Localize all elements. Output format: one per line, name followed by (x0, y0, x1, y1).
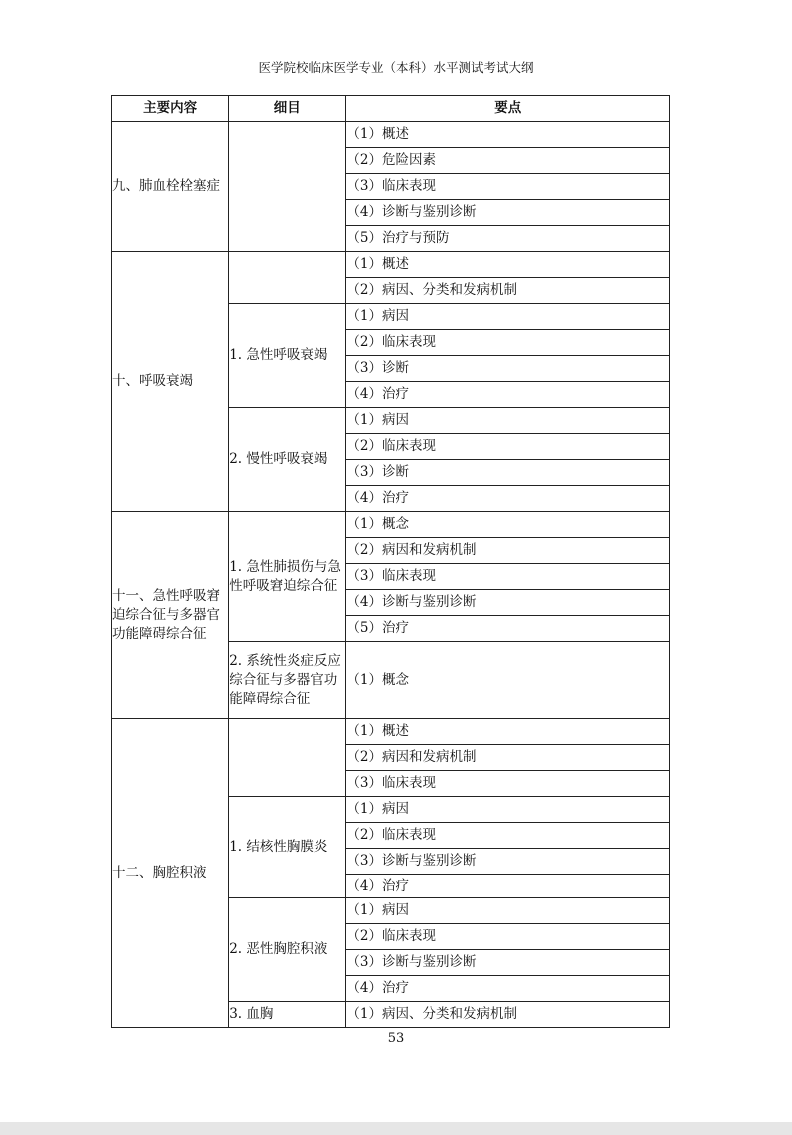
subtopic-cell (229, 719, 346, 797)
key-point-cell: （1）病因、分类和发病机制 (346, 1002, 670, 1028)
key-point-cell: （1）病因 (346, 304, 670, 330)
key-point-cell: （2）临床表现 (346, 330, 670, 356)
key-point-cell: （4）诊断与鉴别诊断 (346, 200, 670, 226)
main-topic-cell: 十二、胸腔积液 (112, 719, 229, 1028)
key-point-cell: （3）诊断 (346, 356, 670, 382)
table-row (112, 122, 670, 148)
key-point-cell: （1）概述 (346, 719, 670, 745)
key-point-cell: （4）治疗 (346, 486, 670, 512)
syllabus-table (111, 95, 670, 1028)
key-point-cell: （1）概念 (346, 642, 670, 719)
page-number: 53 (387, 1031, 405, 1046)
key-point-cell: （1）病因 (346, 408, 670, 434)
key-point-cell: （2）临床表现 (346, 924, 670, 950)
table-header-row (112, 96, 670, 122)
key-point-cell: （1）病因 (346, 898, 670, 924)
subtopic-cell: 1. 急性呼吸衰竭 (229, 304, 346, 408)
column-header-main-content: 主要内容 (112, 96, 229, 122)
key-point-cell: （4）治疗 (346, 382, 670, 408)
key-point-cell: （4）诊断与鉴别诊断 (346, 590, 670, 616)
key-point-cell: （3）诊断与鉴别诊断 (346, 950, 670, 976)
key-point-cell: （3）诊断 (346, 460, 670, 486)
subtopic-cell: 2. 系统性炎症反应综合征与多器官功能障碍综合征 (229, 642, 346, 719)
key-point-cell: （5）治疗与预防 (346, 226, 670, 252)
subtopic-cell (229, 252, 346, 304)
key-point-cell: （4）治疗 (346, 976, 670, 1002)
key-point-cell: （1）病因 (346, 797, 670, 823)
key-point-cell: （1）概念 (346, 512, 670, 538)
key-point-cell: （1）概述 (346, 122, 670, 148)
key-point-cell: （5）治疗 (346, 616, 670, 642)
subtopic-cell: 3. 血胸 (229, 1002, 346, 1028)
key-point-cell: （2）临床表现 (346, 823, 670, 849)
key-point-cell: （2）病因和发病机制 (346, 538, 670, 564)
main-topic-cell: 十一、急性呼吸窘迫综合征与多器官功能障碍综合征 (112, 512, 229, 719)
key-point-cell: （2）临床表现 (346, 434, 670, 460)
key-point-cell: （2）危险因素 (346, 148, 670, 174)
key-point-cell: （2）病因和发病机制 (346, 745, 670, 771)
subtopic-cell: 1. 结核性胸膜炎 (229, 797, 346, 898)
key-point-cell: （3）临床表现 (346, 771, 670, 797)
column-header-details: 细目 (229, 96, 346, 122)
key-point-cell: （3）诊断与鉴别诊断 (346, 849, 670, 875)
subtopic-cell (229, 122, 346, 252)
key-point-cell: （4）治疗 (346, 875, 670, 898)
key-point-cell: （3）临床表现 (346, 174, 670, 200)
column-header-key-points: 要点 (346, 96, 670, 122)
main-topic-cell: 九、肺血栓栓塞症 (112, 122, 229, 252)
subtopic-cell: 1. 急性肺损伤与急性呼吸窘迫综合征 (229, 512, 346, 642)
table-row (112, 252, 670, 278)
subtopic-cell: 2. 慢性呼吸衰竭 (229, 408, 346, 512)
page-header-title: 医学院校临床医学专业（本科）水平测试考试大纲 (258, 60, 534, 75)
key-point-cell: （3）临床表现 (346, 564, 670, 590)
table-row (112, 719, 670, 745)
key-point-cell: （1）概述 (346, 252, 670, 278)
table-row (112, 512, 670, 538)
subtopic-cell: 2. 恶性胸腔积液 (229, 898, 346, 1002)
key-point-cell: （2）病因、分类和发病机制 (346, 278, 670, 304)
main-topic-cell: 十、呼吸衰竭 (112, 252, 229, 512)
viewer-bottom-band (0, 1122, 792, 1135)
